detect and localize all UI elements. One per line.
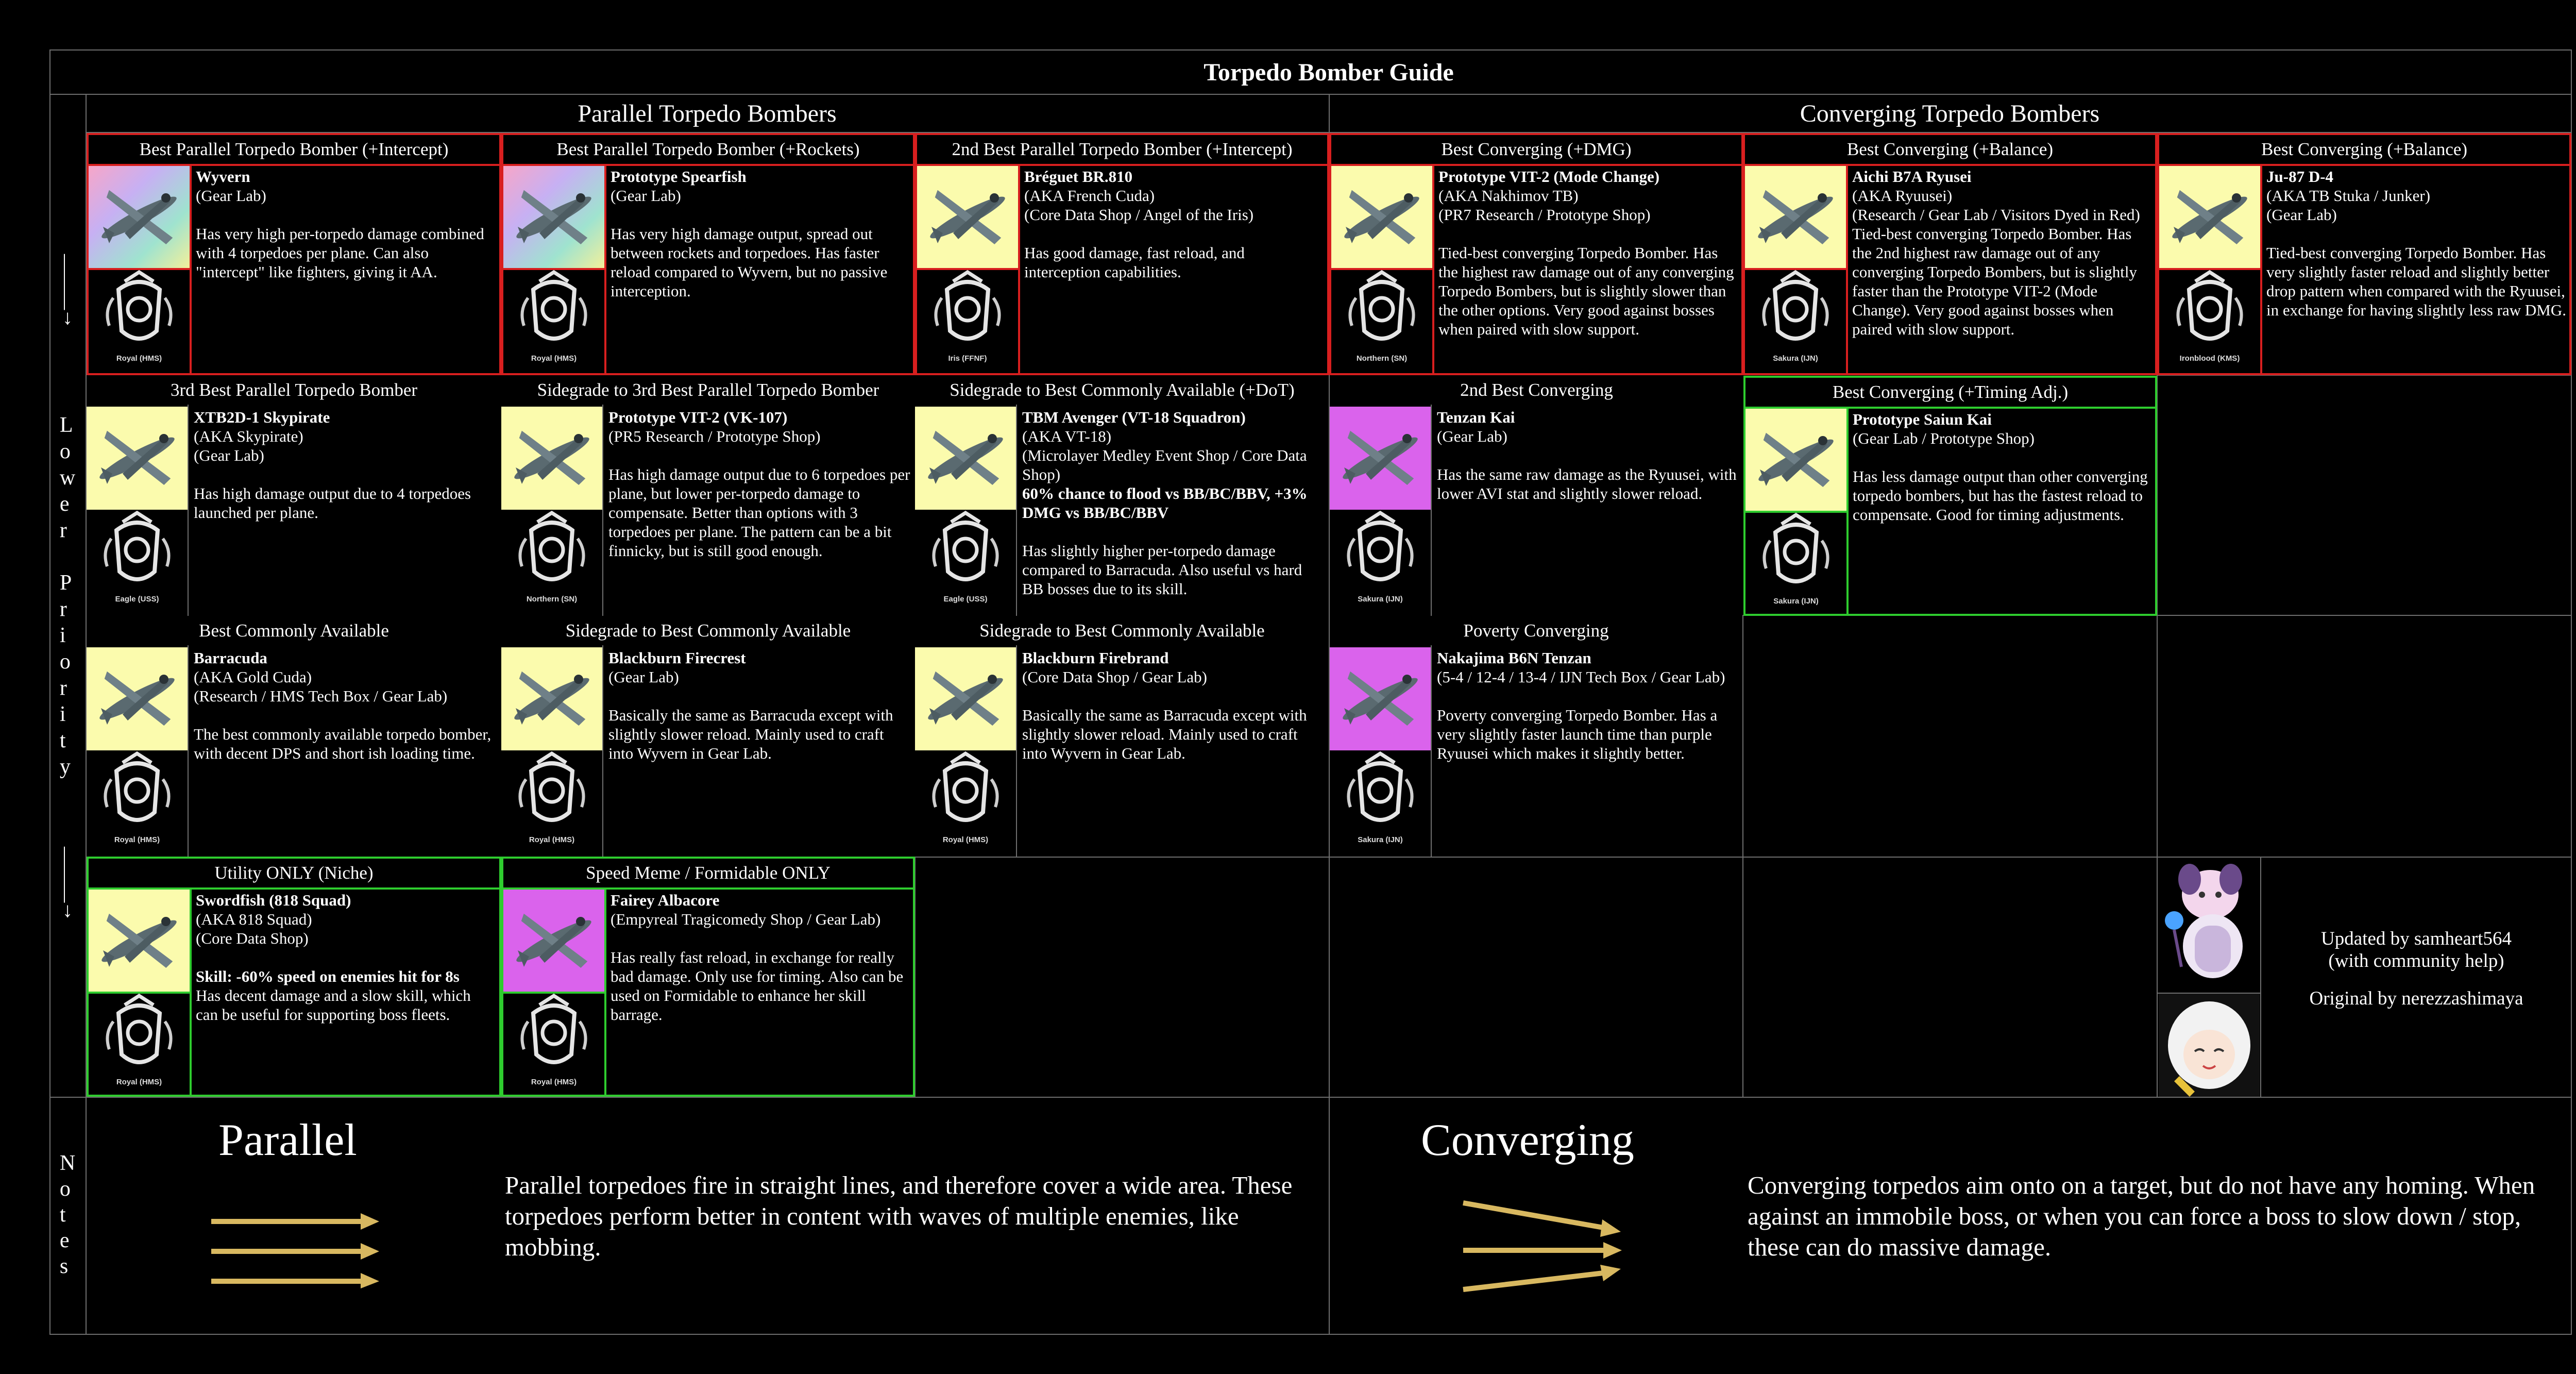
plane-image [501,407,602,510]
equipment-source: (Gear Lab) [2266,206,2337,224]
equipment-name: Blackburn Firebrand [1022,649,1169,667]
equipment-skill: 60% chance to flood vs BB/BC/BBV, +3% DMG vs BB/BC/BBV [1022,484,1308,522]
plane-image [1330,407,1431,510]
faction-emblem: Royal (HMS) [503,269,604,370]
plane-image [89,166,190,269]
equipment-source: (AKA VT-18) [1022,427,1112,445]
faction-emblem: Ironblood (KMS) [2159,269,2260,370]
plane-image [87,647,188,750]
equipment-source: (Core Data Shop) [196,929,309,947]
equipment-name: XTB2D-1 Skypirate [194,408,330,426]
faction-emblem: Sakura (IJN) [1745,512,1846,613]
equipment-name: Prototype Saiun Kai [1853,410,1992,428]
card-header: Best Parallel Torpedo Bomber (+Intercept) [89,135,499,166]
grid-line [49,1334,2572,1335]
card-barracuda [87,616,501,857]
equipment-name: Blackburn Firecrest [608,649,746,667]
section-header-converging: Converging Torpedo Bombers [1800,99,2100,127]
equipment-source: (AKA Skypirate) [194,427,303,445]
card-fairey-albacore [501,857,915,1097]
avatar-mascot [2159,859,2260,992]
card-header: Sidegrade to Best Commonly Available [979,621,1265,641]
equipment-description: Has less damage output than other converging torpedo bombers, but has the fastest reload to compensate. Good for timing adjustments. [1853,467,2148,524]
card-header: Sidegrade to Best Commonly Available (+DoT) [950,380,1295,400]
card-header: 3rd Best Parallel Torpedo Bomber [170,380,418,400]
avatar-author [2159,994,2260,1097]
faction-emblem: Eagle (USS) [915,510,1016,611]
credit-help: (with community help) [2328,950,2504,971]
grid-line [49,1097,2572,1098]
equipment-name: Fairey Albacore [611,891,720,909]
equipment-description: Has very high per-torpedo damage combined with 4 torpedoes per plane. Can also "intercept" like fighters, giving it AA. [196,225,484,281]
faction-emblem: Royal (HMS) [501,750,602,851]
card-header: 2nd Best Parallel Torpedo Bomber (+Intercept) [917,135,1327,166]
card-header: Best Converging (+Timing Adj.) [1745,378,2155,409]
plane-image [915,647,1016,750]
card-blackburn-firecrest [501,616,915,857]
page-title: Torpedo Bomber Guide [1204,58,1454,86]
card-header: Best Parallel Torpedo Bomber (+Rockets) [503,135,913,166]
equipment-source: (Microlayer Medley Event Shop / Core Data Shop) [1022,446,1307,483]
plane-image [501,647,602,750]
plane-image [1745,409,1846,512]
equipment-description: Tied-best converging Torpedo Bomber. Has very slightly faster reload and slightly better drop pattern when compared with the Ryuusei, in exchange for having slightly less raw DMG. [2266,244,2566,319]
equipment-name: Wyvern [196,167,250,186]
equipment-name: Aichi B7A Ryusei [1852,167,1972,186]
equipment-source: (Gear Lab) [196,187,266,205]
grid-line [1742,615,1743,1097]
faction-emblem: Sakura (IJN) [1330,510,1431,611]
card-aichi-b7a-ryusei [1743,133,2157,375]
card-prototype-spearfish [501,133,915,375]
card-blackburn-firebrand [915,616,1329,857]
equipment-source: (AKA Ryuusei) [1852,187,1953,205]
card-prototype-saiun-kai [1743,376,2157,616]
card-prototype-vit2-mode-change [1329,133,1743,375]
notes-parallel-title: Parallel [218,1115,357,1165]
equipment-source: (Gear Lab) [608,668,679,686]
parallel-arrows-icon [206,1206,381,1288]
equipment-description: Has slightly higher per-torpedo damage compared to Barracuda. Also useful vs hard BB bosses due to its skill. [1022,542,1302,598]
equipment-source: (AKA Gold Cuda) [194,668,312,686]
plane-image [503,890,604,993]
equipment-skill: Skill: -60% speed on enemies hit for 8s [196,967,460,985]
faction-emblem: Royal (HMS) [915,750,1016,851]
card-header: Sidegrade to 3rd Best Parallel Torpedo Bomber [537,380,879,400]
equipment-name: Barracuda [194,649,267,667]
equipment-description: Tied-best converging Torpedo Bomber. Has the 2nd highest raw damage out of any converging Torpedo Bombers, but is slightly faster than the Prototype VIT-2 (Mode Change). Very good against bosses when paired with slow support. [1852,225,2137,338]
card-header: Poverty Converging [1463,621,1609,641]
equipment-source: (AKA French Cuda) [1024,187,1155,205]
card-wyvern [87,133,501,375]
equipment-description: Has decent damage and a slow skill, which can be useful for supporting boss fleets. [196,986,471,1024]
equipment-source: (PR5 Research / Prototype Shop) [608,427,821,445]
faction-emblem: Eagle (USS) [87,510,188,611]
equipment-description: Tied-best converging Torpedo Bomber. Has the highest raw damage out of any converging Torpedo Bombers, but is slightly slower than the other options. Very good against bosses when paired with slow support. [1438,244,1734,338]
faction-emblem: Northern (SN) [1331,269,1432,370]
card-header: Best Converging (+DMG) [1331,135,1741,166]
equipment-source: (PR7 Research / Prototype Shop) [1438,206,1651,224]
credit-updated: Updated by samheart564 [2321,928,2512,949]
converging-arrows-icon [1458,1196,1623,1294]
card-header: Sidegrade to Best Commonly Available [565,621,851,641]
section-header-parallel: Parallel Torpedo Bombers [578,99,837,127]
equipment-source: (Gear Lab / Prototype Shop) [1853,429,2035,447]
card-header: Utility ONLY (Niche) [89,859,499,890]
equipment-source: (Gear Lab) [1437,427,1507,445]
card-xtb2d1-skypirate [87,376,501,616]
card-breguet-br810 [915,133,1329,375]
card-header: Best Converging (+Balance) [2159,135,2569,166]
equipment-description: Has high damage output due to 4 torpedoes launched per plane. [194,484,471,522]
equipment-name: Prototype Spearfish [611,167,747,186]
equipment-name: Tenzan Kai [1437,408,1515,426]
faction-emblem: Royal (HMS) [503,993,604,1094]
equipment-name: Ju-87 D-4 [2266,167,2334,186]
notes-parallel-text: Parallel torpedoes fire in straight lines, and therefore cover a wide area. These torpedoes perform better in content with waves of multiple enemies, like mobbing. [505,1171,1293,1261]
plane-image [917,166,1018,269]
plane-image [915,407,1016,510]
plane-image [2159,166,2260,269]
side-arrow-bottom: | | | ↓ [62,843,73,921]
credits [2262,928,2571,1010]
grid-line [914,857,2571,858]
side-arrow-top: | | | ↓ [62,250,73,329]
card-swordfish-818 [87,857,501,1097]
equipment-description: Poverty converging Torpedo Bomber. Has a very slightly faster launch time than purple Ryuusei which makes it slightly better. [1437,706,1718,762]
card-header: Best Converging (+Balance) [1745,135,2155,166]
credit-original: Original by nerezzashimaya [2309,988,2523,1009]
equipment-source: (Core Data Shop / Gear Lab) [1022,668,1207,686]
notes-converging-title: Converging [1421,1115,1634,1165]
faction-emblem: Royal (HMS) [89,269,190,370]
faction-emblem: Iris (FFNF) [917,269,1018,370]
plane-image [89,890,190,993]
card-prototype-vit2-vk107 [501,376,915,616]
card-header: 2nd Best Converging [1460,380,1613,400]
equipment-description: The best commonly available torpedo bomber, with decent DPS and short ish loading time. [194,725,492,762]
card-tbm-avenger-vt18 [915,376,1329,616]
equipment-source: (AKA TB Stuka / Junker) [2266,187,2431,205]
notes-converging-text: Converging torpedos aim onto on a target, but do not have any homing. When against an immobile boss, or when you can force a boss to slow down / stop, these can do massive damage. [1748,1171,2535,1261]
faction-emblem: Sakura (IJN) [1745,269,1846,370]
equipment-description: Has really fast reload, in exchange for really bad damage. Only use for timing. Also can be used on Formidable to enhance her skill barrage. [611,948,904,1024]
equipment-name: Prototype VIT-2 (VK-107) [608,408,788,426]
faction-emblem: Royal (HMS) [89,993,190,1094]
equipment-name: Prototype VIT-2 (Mode Change) [1438,167,1660,186]
equipment-source: (AKA 818 Squad) [196,910,312,928]
equipment-description: Basically the same as Barracuda except with slightly slower reload. Mainly used to craft into Wyvern in Gear Lab. [1022,706,1307,762]
plane-image [1331,166,1432,269]
faction-emblem: Northern (SN) [501,510,602,611]
equipment-name: TBM Avenger (VT-18 Squadron) [1022,408,1246,426]
equipment-description: Has the same raw damage as the Ryuusei, with lower AVI stat and slightly slower reload. [1437,465,1737,502]
plane-image [1745,166,1846,269]
faction-emblem: Sakura (IJN) [1330,750,1431,851]
equipment-description: Basically the same as Barracuda except with slightly slower reload. Mainly used to craft into Wyvern in Gear Lab. [608,706,893,762]
faction-emblem: Royal (HMS) [87,750,188,851]
equipment-source: (Research / HMS Tech Box / Gear Lab) [194,687,448,705]
card-tenzan-kai [1330,376,1743,616]
card-header: Speed Meme / Formidable ONLY [503,859,913,890]
card-ju87-d4 [2157,133,2571,375]
card-header: Best Commonly Available [199,621,389,641]
equipment-source: (Core Data Shop / Angel of the Iris) [1024,206,1254,224]
equipment-source: (5-4 / 12-4 / 13-4 / IJN Tech Box / Gear Lab) [1437,668,1725,686]
grid-line [2260,858,2261,1097]
equipment-name: Bréguet BR.810 [1024,167,1133,186]
equipment-source: (AKA Nakhimov TB) [1438,187,1579,205]
plane-image [503,166,604,269]
plane-image [87,407,188,510]
equipment-source: (Gear Lab) [194,446,264,464]
side-label-notes: N o t e s [59,1151,76,1278]
card-nakajima-b6n-tenzan [1330,616,1742,857]
equipment-source: (Gear Lab) [611,187,681,205]
plane-image [1330,647,1431,750]
side-label-lower-priority: L o w e r P r i o r i t y [59,413,76,779]
equipment-source: (Research / Gear Lab / Visitors Dyed in Red) [1852,206,2140,224]
equipment-source: (Empyreal Tragicomedy Shop / Gear Lab) [611,910,881,928]
equipment-name: Swordfish (818 Squad) [196,891,351,909]
equipment-name: Nakajima B6N Tenzan [1437,649,1591,667]
equipment-description: Has very high damage output, spread out between rockets and torpedoes. Has faster reload compared to Wyvern, but no passive interception. [611,225,888,300]
equipment-description: Has good damage, fast reload, and interception capabilities. [1024,244,1245,281]
equipment-description: Has high damage output due to 6 torpedoes per plane, but lower per-torpedo damage to compensate. Better than options with 3 torpedoes per plane. The pattern can be a bit finnicky, but is still good enough. [608,465,910,560]
